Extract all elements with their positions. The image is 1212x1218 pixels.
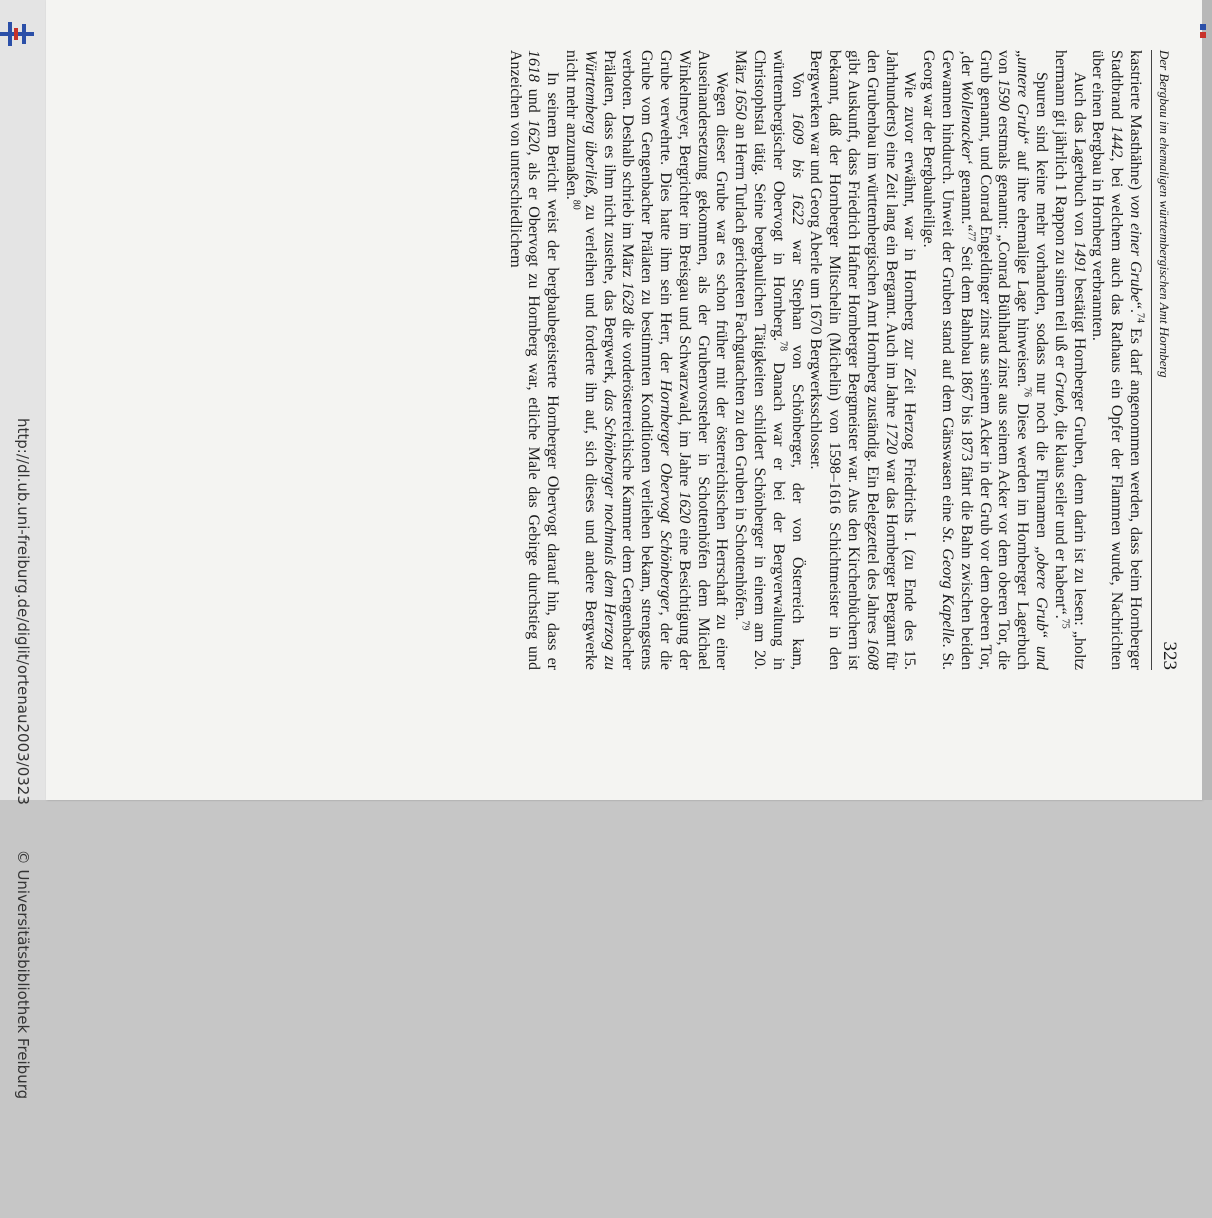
italic-run: 1650 bbox=[732, 87, 750, 120]
text-run: “ bbox=[1033, 630, 1051, 646]
italic-run: das Schönberger nochmals dem Herzog zu Württemberg überließ bbox=[581, 50, 618, 670]
rotated-page-content bbox=[88, 50, 1178, 670]
text-run: , als er Obervogt zu Hornberg war, etliche Male das Gebirge durchstieg und Anzeichen von unterschiedlichem bbox=[506, 50, 543, 670]
text-run: . St. Georg war der Bergbauheilige. bbox=[920, 50, 957, 671]
text-run: , zu verleihen und forderte ihn auf, sich dieses und andere Bergwerke nicht mehr anzumaßen. bbox=[563, 50, 599, 671]
footnote-ref: 74 bbox=[1134, 313, 1146, 324]
text-run: , die klaus seiler und er habent“. bbox=[1051, 412, 1069, 619]
page-header bbox=[1151, 50, 1178, 670]
text-run: Es darf angenommen werden, dass beim Hornberger Stadtbrand bbox=[1108, 50, 1144, 671]
footnote-ref: 78 bbox=[777, 341, 789, 352]
italic-run: 1720 bbox=[882, 422, 900, 455]
paragraph bbox=[806, 50, 919, 670]
text-run: „ bbox=[1014, 50, 1032, 58]
italic-run: 1442 bbox=[1108, 125, 1126, 158]
running-head: Der Bergbau im ehemaligen württembergischen Amt Hornberg bbox=[1157, 50, 1172, 378]
paragraph bbox=[1088, 50, 1144, 670]
text-run: war Stephan von Schönberger, der von Österreich kam, württembergischer Obervogt in Hornberg. bbox=[769, 50, 806, 671]
text-run: war das Hornberger Bergamt für den Grubenbau im württembergischen Amt Hornberg zuständig. Ein Belegzettel des Jahres bbox=[863, 50, 900, 670]
viewer-side-strip bbox=[0, 0, 46, 1100]
text-run: Seit dem Bahnbau 1867 bis 1873 fährt die Bahn zwischen beiden Gewannen hindurch. Unweit der Gruben stand auf dem Gänswasen eine bbox=[939, 50, 975, 671]
italic-run: St. Georg Kapelle bbox=[939, 526, 957, 644]
text-run: , der die Grube vom Gengenbacher Prälaten zu bestimmten Konditionen verliehen bekam, strengstens verboten. Deshalb schrieb im März bbox=[619, 50, 675, 670]
text-run: die vorderösterreichische Kammer dem Gengenbacher Prälaten, dass es ihm nicht zustehe, das Bergwerk, bbox=[600, 50, 637, 671]
text-run: Auch das Lagerbuch von bbox=[1070, 72, 1088, 242]
italic-run: 1608 bbox=[863, 638, 881, 670]
text-run: ‘ genannt.“ bbox=[957, 159, 975, 232]
text-run: und bbox=[525, 82, 543, 120]
body-text bbox=[505, 50, 1144, 670]
text-run: Wegen dieser Grube war es schon früher mit der österreichischen Herrschaft zu einer Auseinandersetzung gekommen, als der Grubenvorsteher in Schottenhöfen dem Michael Winkelmeyer, Bergrichter im Breisgau und Schwarzwald, im Jahre bbox=[675, 50, 731, 670]
paragraph bbox=[1050, 50, 1088, 670]
italic-run: 1620 bbox=[675, 491, 693, 524]
paragraph bbox=[505, 50, 561, 670]
italic-run: Hornberger Obervogt Schönberger bbox=[657, 379, 675, 612]
italic-run: 1620 bbox=[525, 119, 543, 152]
text-run: “ auf ihre ehemalige Lage hinweisen. bbox=[1014, 137, 1032, 388]
footnote-ref: 79 bbox=[739, 620, 751, 631]
text-run: bestätigt Hornberger Gruben, denn darin ist zu lesen: „holtz hermann git jährlich 1 Rappon zu sinem teil uß er bbox=[1051, 50, 1088, 671]
text-run: erstmals genannt: „Conrad Bühlhard zinst aus seinem Acker vor dem oberen Tor, die Grub genannt, und Conrad Engeldinger zinst aus seinem Acker in der Grub vor dem oberen Tor, ‚der bbox=[957, 50, 1013, 670]
italic-run: obere Grub bbox=[1033, 553, 1051, 631]
italic-run: 1590 bbox=[995, 78, 1013, 111]
text-run: Wie zuvor erwähnt, war in Hornberg zur Zeit Herzog Friedrichs I. (zu Ende des 15. Jahrhunderts) eine Zeit lang ein Bergamt. Auch im Jahre bbox=[882, 50, 919, 670]
italic-run: 1618 bbox=[525, 50, 543, 82]
text-run: , bei welchem auch das Rathaus ein Opfer der Flammen wurde, Nachrichten über einen Bergbau in Hornberg verbrannten. bbox=[1089, 50, 1126, 671]
italic-run: 1628 bbox=[619, 282, 637, 315]
text-run: an Herrn Turlach gerichteten Fachgutachten zu den Gruben in Schottenhöfen. bbox=[732, 119, 750, 621]
text-run: gibt Auskunft, dass Friedrich Hafner Hornberger Bergmeister war. Aus den Kirchenbüchern ist bekannt, daß der Hornberger Mitschelin (Michelin) von 1598–1616 Schichtmeister in den Bergwerken war und Georg Aberle um 1670 Bergwerksschlosser. bbox=[807, 50, 863, 670]
viewer-right-strip bbox=[1202, 0, 1212, 800]
footnote-ref: 76 bbox=[1021, 387, 1033, 398]
italic-run: 1491 bbox=[1070, 241, 1088, 274]
copyright-notice: © Universitätsbibliothek Freiburg bbox=[14, 849, 32, 1100]
paragraph bbox=[561, 50, 730, 670]
italic-run: und bbox=[1033, 646, 1051, 670]
footnote-ref: 75 bbox=[1059, 618, 1071, 629]
viewer-source-url bbox=[13, 0, 33, 1218]
footnote-ref: 77 bbox=[965, 231, 977, 242]
text-run: eine Besichtigung der Grube verwehrte. Dies hatte ihm sein Herr, der bbox=[657, 50, 693, 671]
paragraph bbox=[918, 50, 1050, 670]
text-run: “. bbox=[1127, 301, 1144, 314]
page-number: 323 bbox=[1159, 641, 1180, 670]
italic-run: untere Grub bbox=[1014, 57, 1032, 138]
paragraph bbox=[730, 50, 805, 670]
italic-run: 1609 bis 1622 bbox=[788, 112, 806, 225]
text-run: kastrierte Masthähne) bbox=[1127, 50, 1144, 196]
italic-run: von einer Grube bbox=[1127, 195, 1144, 302]
text-run: Diese werden im Hornberger Lagerbuch von bbox=[995, 50, 1032, 671]
text-run: Danach war er bei der Bergverwaltung in Christophstal tätig. Seine bergbaulichen Tätigkeiten schildert Schönberger in einem am 20. März bbox=[732, 50, 787, 671]
text-run: Spuren sind keine mehr vorhanden, sodass nur noch die Flurnamen „ bbox=[1033, 72, 1051, 554]
text-run: Von bbox=[788, 72, 806, 113]
footnote-ref: 80 bbox=[570, 199, 582, 210]
scanned-page bbox=[46, 0, 1202, 800]
source-url[interactable]: http://dl.ub.uni-freiburg.de/diglit/ortenau2003/0323 bbox=[14, 418, 32, 805]
italic-run: Grueb bbox=[1051, 371, 1069, 413]
text-run: In seinem Bericht weist der bergbaubegeisterte Hornberger Obervogt darauf hin, dass er bbox=[544, 72, 562, 670]
scanner-edge-icon bbox=[1200, 24, 1206, 38]
italic-run: Wollenacker bbox=[957, 80, 975, 160]
